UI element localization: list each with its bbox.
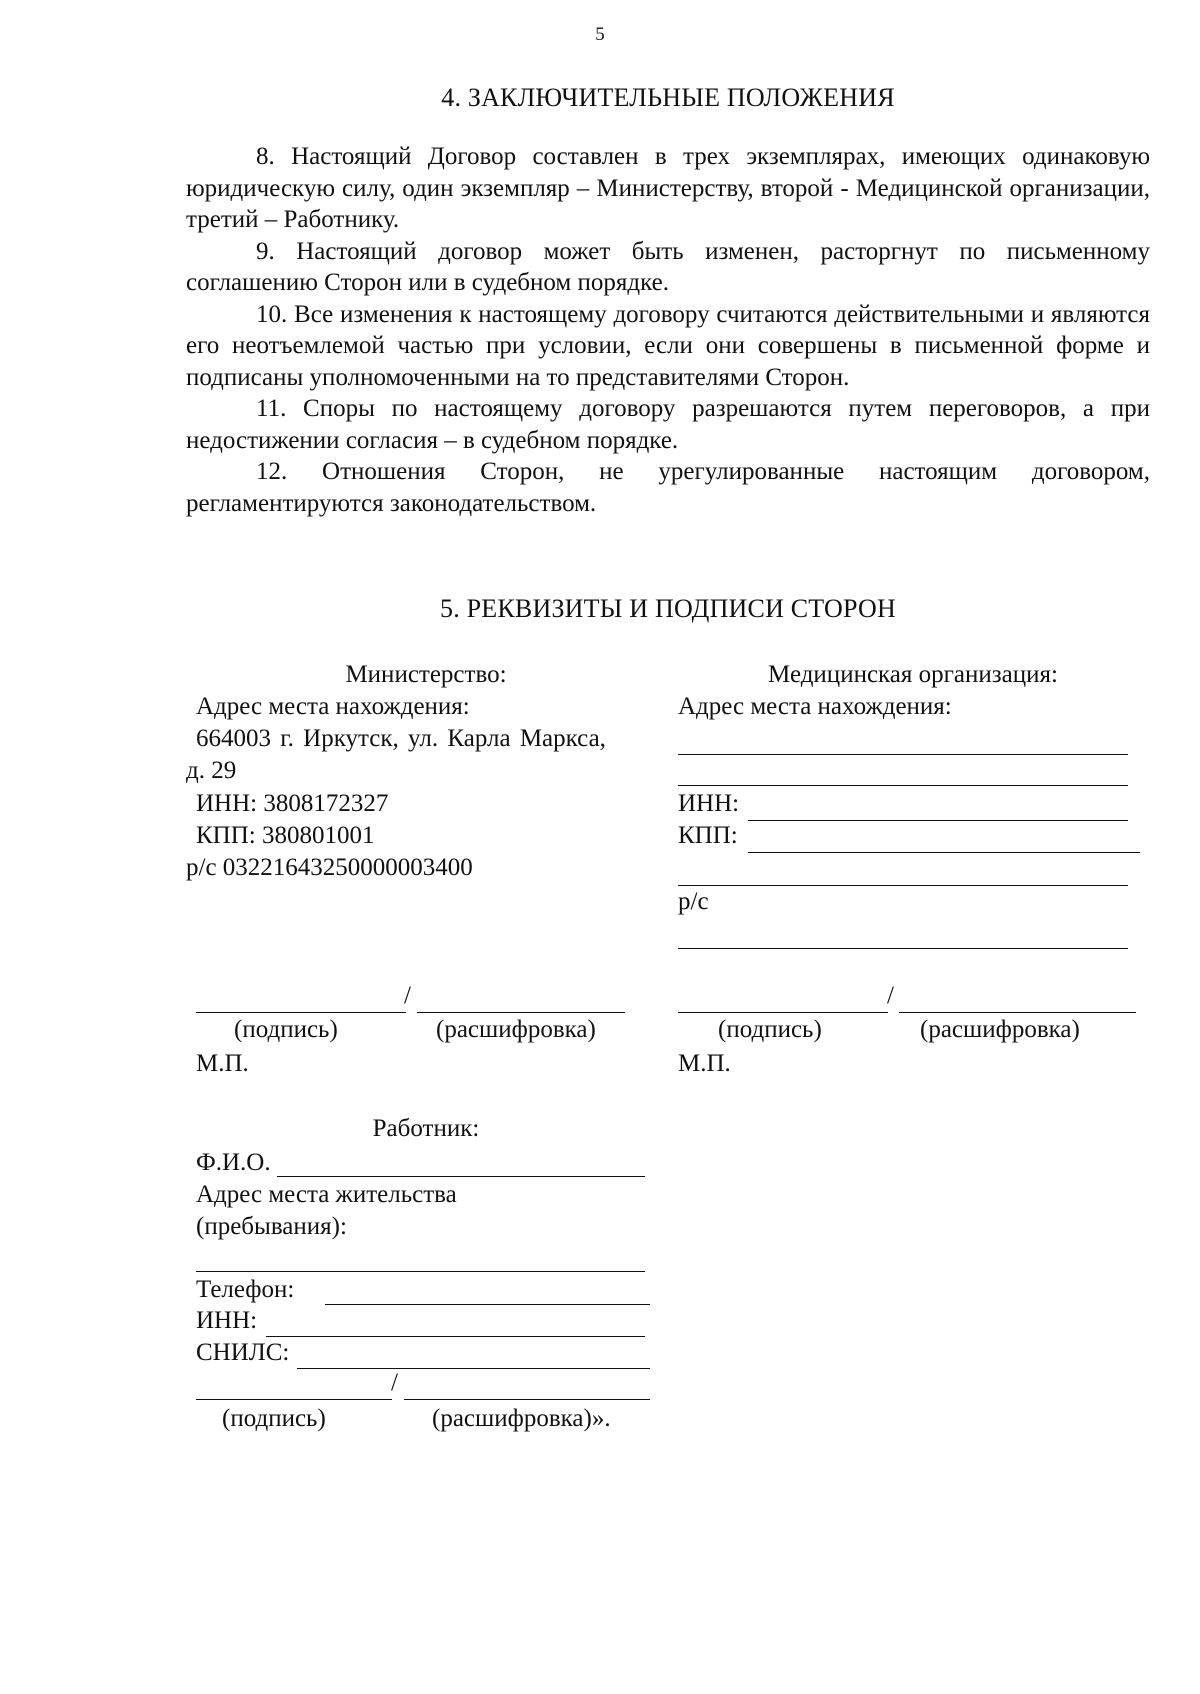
paragraph-9: 9. Настоящий договор может быть изменен, расторгнут по письменному соглашению Сторон или в судебном порядке. [186, 237, 1150, 296]
ministry-heading: Министерство: [345, 661, 507, 688]
ministry-address-line1: 664003 г. Иркутск, ул. Карла Маркса, [196, 725, 606, 752]
worker-residence-label-2: (пребывания): [196, 1213, 347, 1240]
paragraph-11: 11. Споры по настоящему договору разрешаются путем переговоров, а при недостижении согласия – в судебном порядке. [186, 395, 1150, 454]
section-4-title: 4. ЗАКЛЮЧИТЕЛЬНЫЕ ПОЛОЖЕНИЯ [441, 83, 895, 112]
page-number: 5 [595, 24, 605, 45]
ministry-decode-caption: (расшифровка) [436, 1016, 596, 1043]
medical-org-account-line [678, 948, 1128, 949]
worker-snils-line [297, 1368, 650, 1369]
medical-org-kpp-line [748, 852, 1140, 853]
medical-org-address-label: Адрес места нахождения: [678, 693, 952, 720]
worker-phone-line [325, 1304, 650, 1305]
ministry-address-label: Адрес места нахождения: [196, 693, 470, 720]
worker-phone-label: Телефон: [196, 1276, 295, 1303]
medical-org-signature-caption: (подпись) [718, 1016, 822, 1043]
ministry-inn: ИНН: 3808172327 [196, 790, 389, 817]
worker-signature-caption: (подпись) [222, 1405, 326, 1432]
medical-org-inn-label: ИНН: [678, 790, 740, 817]
worker-fio-line [277, 1176, 645, 1177]
worker-residence-line [196, 1271, 645, 1272]
medical-org-address-line1 [678, 754, 1128, 755]
medical-org-signature-slash: / [887, 982, 894, 1009]
worker-decode-line [404, 1399, 650, 1400]
medical-org-account-label: р/с [678, 888, 709, 915]
ministry-signature-slash: / [404, 982, 411, 1009]
ministry-stamp: М.П. [196, 1050, 249, 1077]
medical-org-heading: Медицинская организация: [768, 661, 1058, 688]
worker-snils-label: СНИЛС: [196, 1339, 290, 1366]
paragraph-10: 10. Все изменения к настоящему договору считаются действительными и являются его неотъемлемой частью при условии, если они совершены в письменной форме и подписаны уполномоченными на то представителями Сторон. [186, 300, 1150, 391]
ministry-kpp: КПП: 380801001 [196, 822, 375, 849]
worker-residence-label-1: Адрес места жительства [196, 1181, 457, 1208]
ministry-signature-line [196, 1012, 406, 1013]
worker-signature-slash: / [391, 1369, 398, 1396]
paragraph-12: 12. Отношения Сторон, не урегулированные настоящим договором, регламентируются законодательством. [186, 458, 1150, 517]
section-5-title: 5. РЕКВИЗИТЫ И ПОДПИСИ СТОРОН [440, 594, 896, 623]
worker-inn-line [266, 1336, 645, 1337]
paragraph-8: 8. Настоящий Договор составлен в трех экземплярах, имеющих одинаковую юридическую силу, один экземпляр – Министерству, второй - Медицинской организации, третий – Работнику. [186, 143, 1150, 233]
worker-heading: Работник: [372, 1115, 480, 1142]
medical-org-address-line2 [678, 785, 1128, 786]
worker-fio-label: Ф.И.О. [196, 1149, 271, 1176]
ministry-signature-caption: (подпись) [234, 1016, 338, 1043]
medical-org-decode-caption: (расшифровка) [920, 1016, 1080, 1043]
worker-inn-label: ИНН: [196, 1307, 258, 1334]
worker-decode-caption: (расшифровка)». [432, 1405, 611, 1432]
medical-org-stamp: М.П. [678, 1050, 731, 1077]
medical-org-extra-line [678, 885, 1128, 886]
ministry-address-line2: д. 29 [186, 757, 237, 784]
worker-signature-line [196, 1399, 392, 1400]
medical-org-kpp-label: КПП: [678, 822, 738, 849]
ministry-decode-line [417, 1012, 625, 1013]
medical-org-inn-line [748, 820, 1128, 821]
section-4-body [186, 141, 1150, 519]
ministry-account: р/с 03221643250000003400 [186, 854, 473, 881]
medical-org-decode-line [899, 1012, 1136, 1013]
medical-org-signature-line [678, 1012, 888, 1013]
